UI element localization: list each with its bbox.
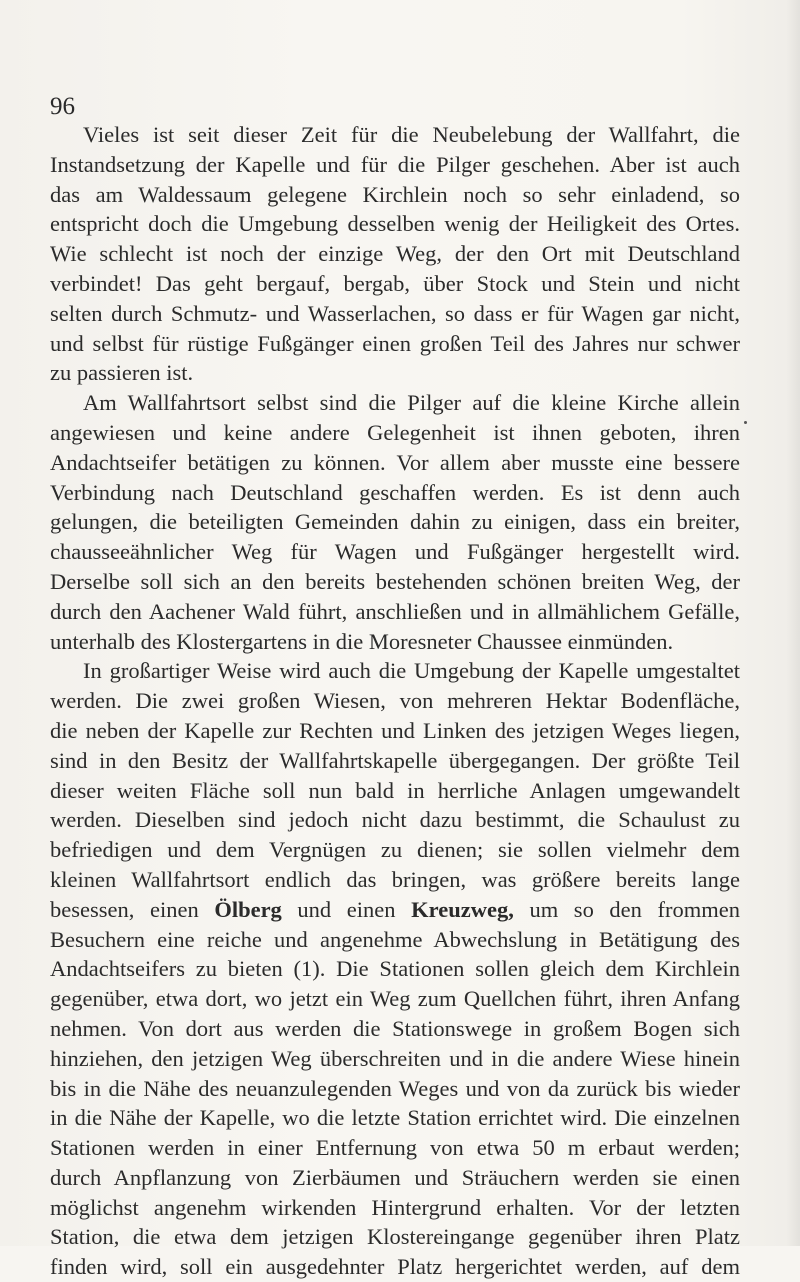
body-text bbox=[50, 120, 740, 1282]
text-line: Andachtseifers zu bieten (1). Die Stationen sollen gleich dem Kirchlein bbox=[50, 956, 740, 982]
speck-mark bbox=[744, 421, 747, 424]
text-fragment: um so den frommen bbox=[513, 896, 741, 922]
text-line: und selbst für rüstige Fußgänger einen großen Teil des Jahres nur schwer bbox=[50, 330, 740, 356]
page-number: 96 bbox=[50, 93, 75, 120]
page-edge-shadow bbox=[786, 0, 800, 1246]
text-line: bis in die Nähe des neuanzulegenden Weges und von da zurück bis wieder bbox=[50, 1075, 740, 1101]
text-line: Vieles ist seit dieser Zeit für die Neubelebung der Wallfahrt, die bbox=[83, 122, 740, 147]
bold-term: Ölberg bbox=[214, 896, 282, 922]
text-fragment: besessen, einen bbox=[50, 896, 215, 922]
text-line: Wie schlecht ist noch der einzige Weg, der den Ort mit Deutschland bbox=[50, 241, 740, 267]
text-line: werden. Dieselben sind jedoch nicht dazu bestimmt, die Schaulust zu bbox=[50, 807, 740, 833]
text-line: unterhalb des Klostergartens in die Moresneter Chaussee einmünden. bbox=[50, 628, 674, 654]
text-line: befriedigen und dem Vergnügen zu dienen; sie sollen vielmehr dem bbox=[50, 837, 740, 863]
text-line bbox=[50, 895, 740, 925]
text-line: die neben der Kapelle zur Rechten und Linken des jetzigen Weges liegen, bbox=[50, 717, 740, 743]
text-line: entspricht doch die Umgebung desselben wenig der Heiligkeit des Ortes. bbox=[50, 211, 740, 237]
text-line: kleinen Wallfahrtsort endlich das bringen, was größere bereits lange bbox=[50, 866, 740, 892]
text-line: hinziehen, den jetzigen Weg überschreiten und in die andere Wiese hinein bbox=[50, 1045, 740, 1071]
text-line: Am Wallfahrtsort selbst sind die Pilger auf die kleine Kirche allein bbox=[83, 390, 740, 416]
text-line: dieser weiten Fläche soll nun bald in herrliche Anlagen umgewandelt bbox=[50, 777, 740, 803]
bold-term: Kreuzweg, bbox=[411, 896, 514, 922]
text-line: angewiesen und keine andere Gelegenheit ist ihnen geboten, ihren bbox=[50, 419, 740, 445]
text-line: das am Waldessaum gelegene Kirchlein noch so sehr einladend, so bbox=[50, 181, 740, 207]
text-line: in die Nähe der Kapelle, wo die letzte Station errichtet wird. Die einzelnen bbox=[50, 1105, 740, 1131]
text-line: Derselbe soll sich an den bereits bestehenden schönen breiten Weg, der bbox=[50, 568, 740, 594]
text-line: durch den Aachener Wald führt, anschließen und in allmählichem Gefälle, bbox=[50, 598, 740, 624]
text-line: möglichst angenehm wirkenden Hintergrund erhalten. Vor der letzten bbox=[50, 1194, 740, 1220]
text-line: gegenüber, etwa dort, wo jetzt ein Weg zum Quellchen führt, ihren Anfang bbox=[50, 986, 740, 1012]
text-line: sind in den Besitz der Wallfahrtskapelle übergegangen. Der größte Teil bbox=[50, 747, 740, 773]
text-line: Stationen werden in einer Entfernung von etwa 50 m erbaut werden; bbox=[50, 1135, 740, 1161]
text-line: chausseeähnlicher Weg für Wagen und Fußgänger hergestellt wird. bbox=[50, 539, 740, 565]
text-fragment: und einen bbox=[281, 896, 412, 922]
text-line: Instandsetzung der Kapelle und für die Pilger geschehen. Aber ist auch bbox=[50, 151, 740, 177]
text-line: nehmen. Von dort aus werden die Stationswege in großem Bogen sich bbox=[50, 1015, 740, 1041]
text-line: Besuchern eine reiche und angenehme Abwechslung in Betätigung des bbox=[50, 926, 740, 952]
text-line: In großartiger Weise wird auch die Umgebung der Kapelle umgestaltet bbox=[83, 658, 740, 684]
text-line: zu passieren ist. bbox=[50, 360, 194, 386]
text-line: Verbindung nach Deutschland geschaffen werden. Es ist denn auch bbox=[50, 479, 740, 505]
text-line: finden wird, soll ein ausgedehnter Platz hergerichtet werden, auf dem bbox=[50, 1254, 740, 1280]
text-line: Andachtseifer betätigen zu können. Vor allem aber musste eine bessere bbox=[50, 449, 740, 475]
text-line: Station, die etwa dem jetzigen Klostereingange gegenüber ihren Platz bbox=[50, 1224, 740, 1250]
text-line: durch Anpflanzung von Zierbäumen und Sträuchern werden sie einen bbox=[50, 1164, 740, 1190]
text-line: verbindet! Das geht bergauf, bergab, über Stock und Stein und nicht bbox=[50, 270, 740, 296]
text-line: selten durch Schmutz- und Wasserlachen, so dass er für Wagen gar nicht, bbox=[50, 300, 740, 326]
text-line: gelungen, die beteiligten Gemeinden dahin zu einigen, dass ein breiter, bbox=[50, 509, 740, 535]
text-line: werden. Die zwei großen Wiesen, von mehreren Hektar Bodenfläche, bbox=[50, 688, 740, 714]
